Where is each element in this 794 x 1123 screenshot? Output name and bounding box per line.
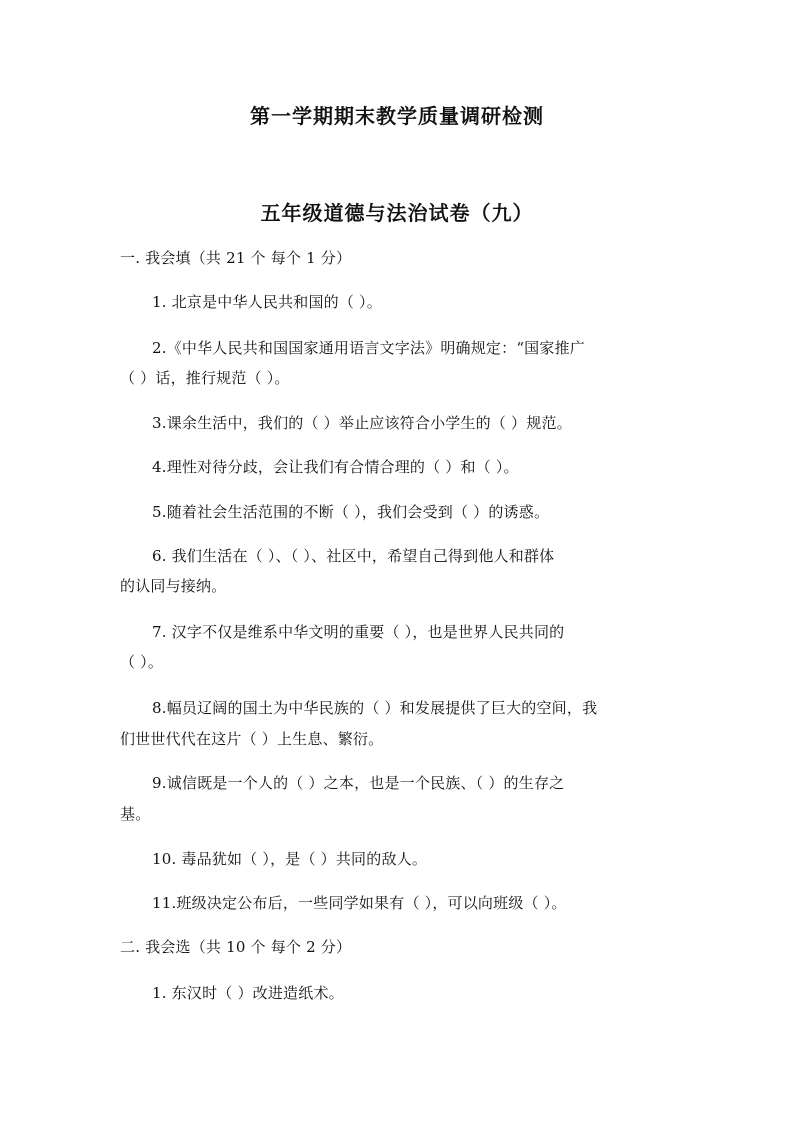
question-1-2: 2.《中华人民共和国国家通用语言文字法》明确规定：“国家推广 [152, 339, 585, 357]
question-1-9-continued: 基。 [120, 805, 151, 823]
question-1-4: 4.理性对待分歧，会让我们有合情合理的（ ）和（ ）。 [152, 458, 519, 476]
question-1-10: 10. 毒品犹如（ ），是（ ）共同的敌人。 [152, 850, 428, 868]
question-1-8-continued: 们世世代代在这片（ ）上生息、繁衍。 [120, 730, 384, 748]
question-1-11: 11.班级决定公布后，一些同学如果有（ ），可以向班级（ ）。 [152, 894, 567, 912]
question-2-1: 1. 东汉时（ ）改进造纸术。 [152, 984, 344, 1002]
question-1-7-continued: （ ）。 [120, 653, 164, 671]
question-1-7: 7. 汉字不仅是维系中华文明的重要（ ），也是世界人民共同的 [152, 623, 565, 641]
section-2-heading: 二. 我会选（共 10 个 每个 2 分） [120, 938, 352, 956]
question-1-6-continued: 的认同与接纳。 [120, 577, 227, 595]
exam-subtitle: 五年级道德与法治试卷（九） [260, 201, 534, 225]
question-1-3: 3.课余生活中，我们的（ ）举止应该符合小学生的（ ）规范。 [152, 414, 572, 432]
exam-title: 第一学期期末教学质量调研检测 [250, 104, 544, 128]
question-1-9: 9.诚信既是一个人的（ ）之本，也是一个民族、（ ）的生存之 [152, 774, 565, 792]
section-1-heading: 一. 我会填（共 21 个 每个 1 分） [120, 249, 352, 267]
question-1-1: 1. 北京是中华人民共和国的（ ）。 [152, 293, 382, 311]
question-1-6: 6. 我们生活在（ ）、（ ）、社区中，希望自己得到他人和群体 [152, 547, 555, 565]
question-1-8: 8.幅员辽阔的国土为中华民族的（ ）和发展提供了巨大的空间，我 [152, 699, 598, 717]
question-1-2-continued: （ ）话，推行规范（ ）。 [120, 369, 290, 387]
question-1-5: 5.随着社会生活范围的不断（ ），我们会受到（ ）的诱惑。 [152, 503, 550, 521]
